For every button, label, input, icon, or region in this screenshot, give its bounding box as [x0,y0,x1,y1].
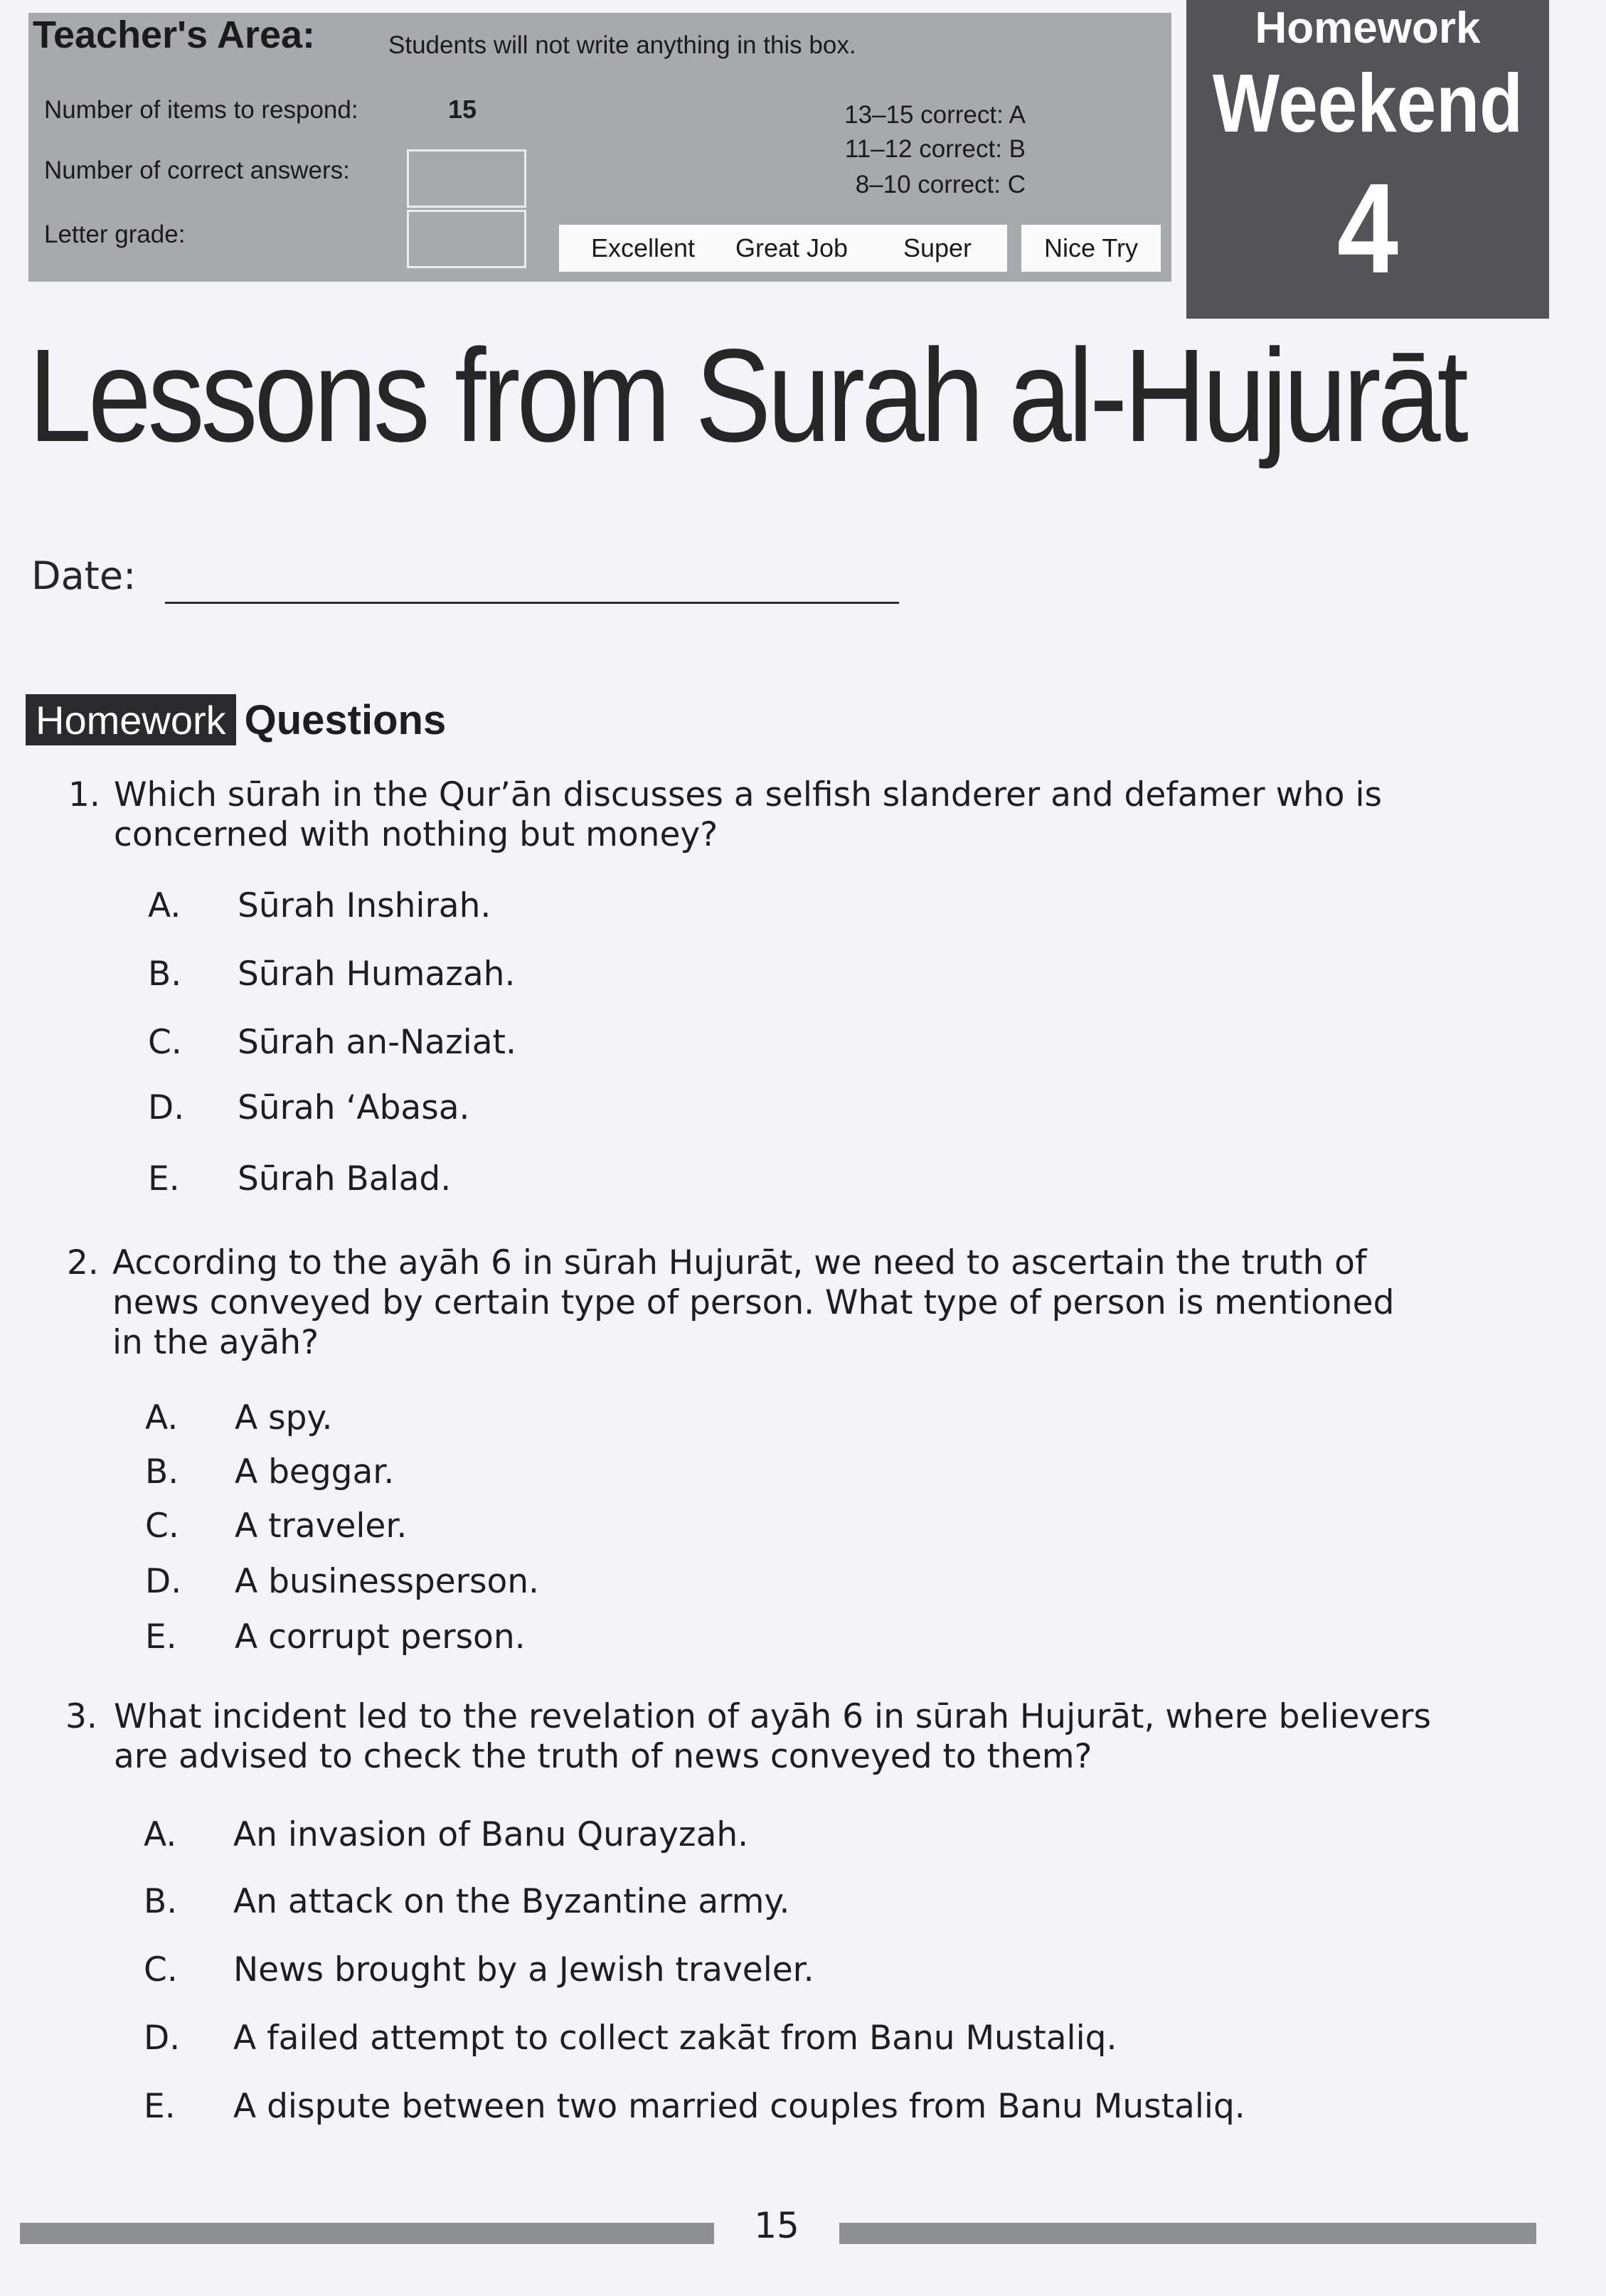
option-text[interactable]: A corrupt person. [235,1617,526,1657]
homework-weekend-badge [1186,0,1549,319]
correct-answers-box[interactable] [407,149,526,208]
date-label: Date: [31,553,137,598]
grade-great-job[interactable]: Great Job [713,225,871,272]
grade-scale-a: 13–15 correct: A [844,101,1026,129]
option-text[interactable]: Sūrah Humazah. [238,955,516,994]
question-text [114,775,1382,855]
option-letter: E. [144,2087,176,2126]
option-text[interactable]: Sūrah Inshirah. [238,886,491,925]
option-text[interactable]: A businessperson. [235,1562,539,1601]
option-letter: C. [148,1023,182,1062]
date-field[interactable] [165,602,899,604]
option-text[interactable]: Sūrah Balad. [238,1159,452,1199]
question-number: 1. [68,775,100,814]
question-text [114,1697,1431,1777]
badge-weekend: Weekend [1212,57,1523,149]
grade-scale-b: 11–12 correct: B [844,135,1026,163]
section-header-light: Questions [244,696,447,743]
correct-answers-label: Number of correct answers: [44,156,350,184]
question-line: According to the ayāh 6 in sūrah Hujurāt, we need to ascertain the truth of [112,1243,1367,1282]
section-header-dark: Homework [26,694,236,745]
badge-number: 4 [1336,157,1399,300]
page-title: Lessons from Surah al-Hujurāt [28,322,1465,469]
teacher-area-note: Students will not write anything in this box. [388,31,856,59]
option-letter: D. [145,1562,182,1601]
option-text[interactable]: A beggar. [235,1452,395,1492]
option-letter: E. [145,1617,177,1657]
question-line: are advised to check the truth of news conveyed to them? [114,1737,1092,1776]
option-text[interactable]: Sūrah an-Naziat. [238,1023,516,1062]
grade-nice-try[interactable]: Nice Try [1021,225,1161,272]
option-text[interactable]: A spy. [235,1398,333,1437]
footer-bar-right [839,2223,1536,2244]
option-text[interactable]: A dispute between two married couples from Banu Mustaliq. [233,2087,1245,2126]
option-letter: A. [144,1815,177,1854]
option-letter: E. [148,1159,180,1199]
option-text[interactable]: An invasion of Banu Qurayzah. [233,1815,749,1854]
option-letter: C. [145,1506,179,1546]
letter-grade-label: Letter grade: [44,220,186,248]
option-letter: A. [148,886,181,925]
option-letter: B. [148,955,182,994]
teacher-area [28,13,1171,282]
items-label: Number of items to respond: [44,96,358,124]
option-text[interactable]: Sūrah ‘Abasa. [238,1088,470,1127]
question-line: news conveyed by certain type of person. What type of person is mentioned [112,1283,1395,1322]
option-text[interactable]: A traveler. [235,1506,408,1546]
question-text [112,1243,1394,1363]
question-number: 3. [65,1697,97,1736]
grade-scale-c: 8–10 correct: C [855,171,1026,198]
question-line: Which sūrah in the Qur’ān discusses a selfish slanderer and defamer who is [114,775,1383,814]
option-letter: C. [144,1950,178,1989]
section-header [26,694,446,745]
footer-bar-left [20,2223,714,2244]
question-line: concerned with nothing but money? [114,815,718,854]
option-text[interactable]: An attack on the Byzantine army. [233,1882,790,1921]
question-number: 2. [67,1243,99,1282]
teacher-area-title: Teacher's Area: [33,14,316,56]
option-letter: B. [145,1452,179,1492]
option-letter: D. [144,2019,181,2058]
question-line: What incident led to the revelation of ayāh 6 in sūrah Hujurāt, where believers [114,1697,1431,1736]
option-letter: B. [144,1882,178,1921]
question-line: in the ayāh? [112,1323,319,1362]
items-count: 15 [448,95,477,124]
option-letter: D. [148,1088,185,1127]
letter-grade-box[interactable] [407,210,526,268]
grade-super[interactable]: Super [868,225,1007,272]
badge-homework: Homework [1255,4,1481,53]
grade-excellent[interactable]: Excellent [559,225,727,272]
option-letter: A. [145,1398,179,1437]
page-number: 15 [754,2205,799,2246]
option-text[interactable]: A failed attempt to collect zakāt from Banu Mustaliq. [233,2019,1117,2058]
option-text[interactable]: News brought by a Jewish traveler. [233,1950,814,1989]
